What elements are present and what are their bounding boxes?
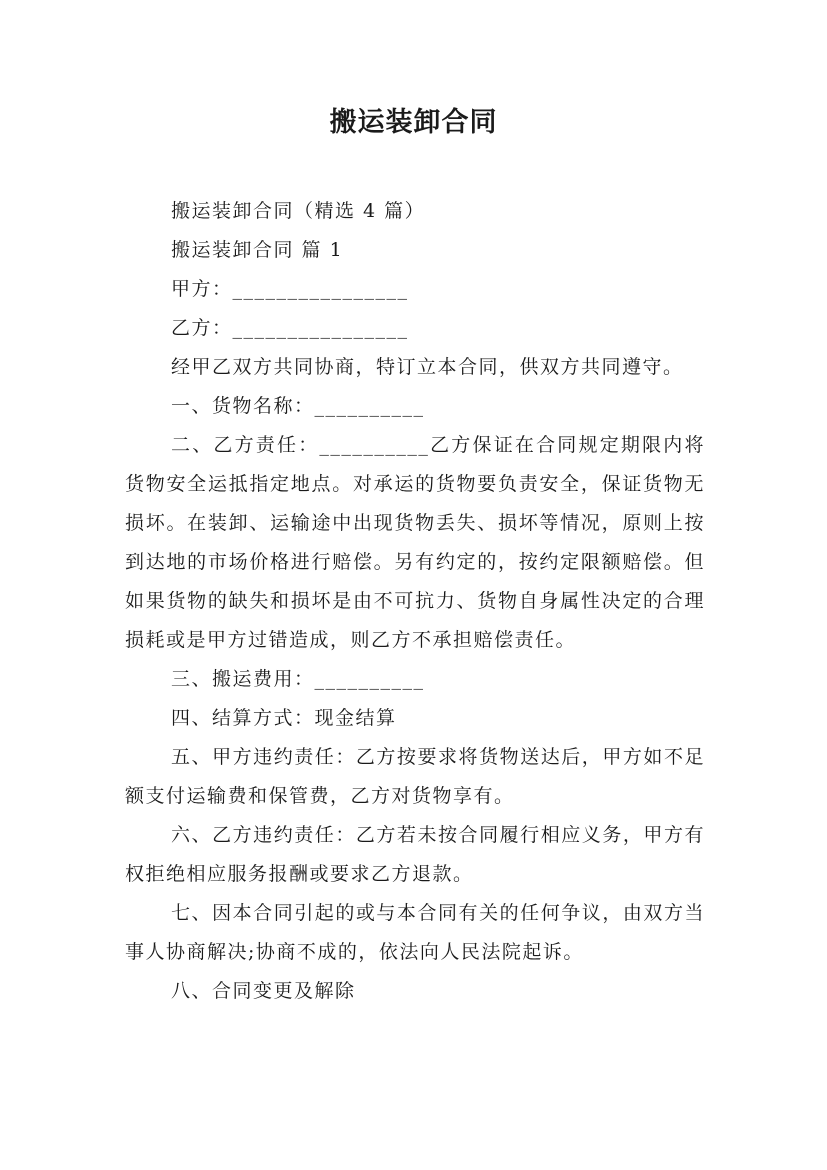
- party-b-line: 乙方：________________: [171, 317, 409, 339]
- clause-handling-fee: 三、搬运费用：__________: [171, 668, 425, 690]
- section-heading: 搬运装卸合同 篇 1: [171, 239, 344, 261]
- clause-party-b-breach: 六、乙方违约责任：乙方若未按合同履行相应义务，甲方有权拒绝相应服务报酬或要求乙方退款。: [125, 824, 705, 885]
- clause-dispute: 七、因本合同引起的或与本合同有关的任何争议，由双方当事人协商解决;协商不成的，依法向人民法院起诉。: [125, 902, 705, 963]
- clause-party-b-responsibility: 二、乙方责任：__________乙方保证在合同规定期限内将货物安全运抵指定地点。对承运的货物要负责安全，保证货物无损坏。在装卸、运输途中出现货物丢失、损坏等情况，原则上按到达地的市场价格进行赔偿。另有约定的，按约定限额赔偿。但如果货物的缺失和损坏是由不可抗力、货物自身属性决定的合理损耗或是甲方过错造成，则乙方不承担赔偿责任。: [125, 434, 705, 651]
- clause-settlement: 四、结算方式：现金结算: [171, 707, 397, 729]
- document-body: [125, 192, 705, 1011]
- clause-party-a-breach: 五、甲方违约责任：乙方按要求将货物送达后，甲方如不足额支付运输费和保管费，乙方对货物享有。: [125, 746, 705, 807]
- subtitle-paragraph: 搬运装卸合同（精选 4 篇）: [171, 200, 426, 222]
- clause-goods-name: 一、货物名称：__________: [171, 395, 425, 417]
- party-a-line: 甲方：________________: [171, 278, 409, 300]
- clause-amendment: 八、合同变更及解除: [171, 980, 356, 1002]
- preamble-paragraph: 经甲乙双方共同协商，特订立本合同，供双方共同遵守。: [171, 356, 684, 378]
- document-title: 搬运装卸合同: [329, 107, 498, 138]
